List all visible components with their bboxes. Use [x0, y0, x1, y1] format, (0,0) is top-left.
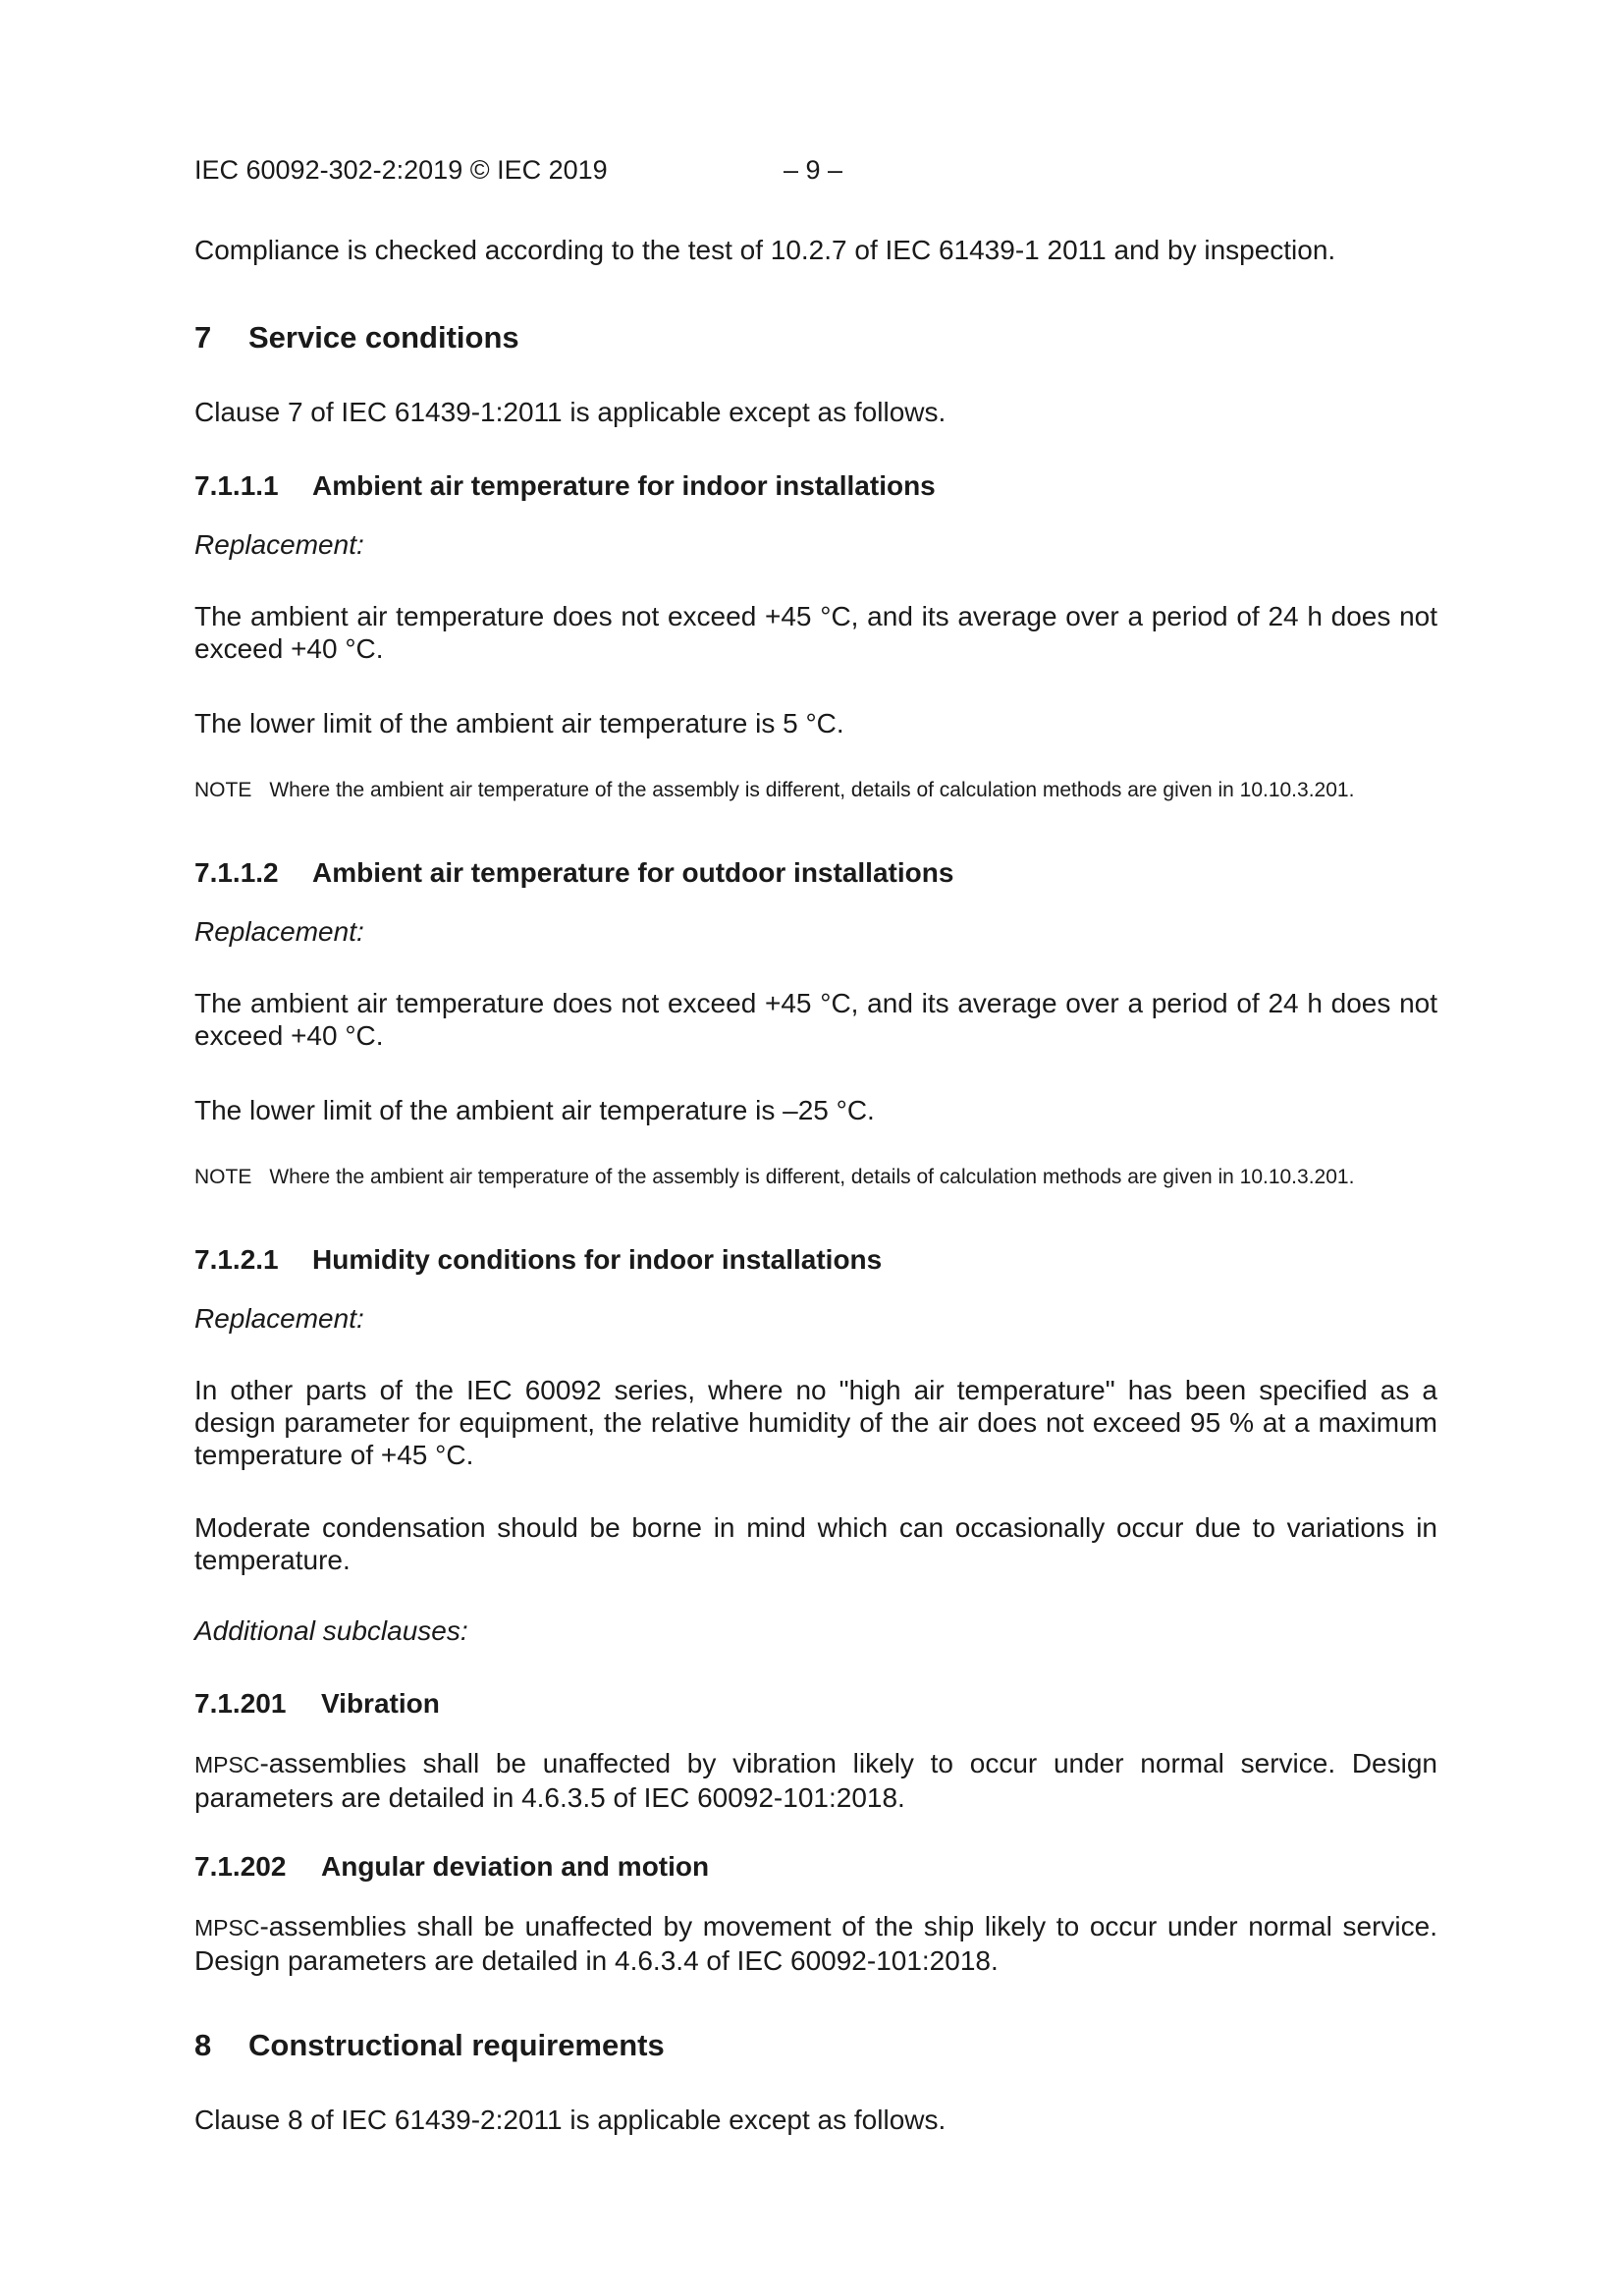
paragraph: The lower limit of the ambient air temperature is 5 °C.	[194, 708, 844, 738]
subclause-7121-heading	[194, 1244, 1437, 1276]
note	[194, 1165, 1437, 1190]
additional-subclauses-label: Additional subclauses:	[194, 1615, 468, 1646]
replacement-label: Replacement:	[194, 529, 364, 560]
subclause-number: 7.1.1.2	[194, 857, 279, 888]
section-8-intro: Clause 8 of IEC 61439-2:2011 is applicable except as follows.	[194, 2105, 947, 2135]
note-label: NOTE	[194, 1166, 252, 1188]
section-8-heading	[194, 2028, 1437, 2063]
page-header	[194, 155, 1437, 186]
subclause-number: 7.1.1.1	[194, 470, 279, 501]
subclause-number: 7.1.201	[194, 1688, 287, 1719]
subclause-number: 7.1.2.1	[194, 1244, 279, 1275]
section-number: 8	[194, 2028, 212, 2062]
paragraph: The ambient air temperature does not exceed +45 °C, and its average over a period of 24 h does not exceed +40 °C.	[194, 988, 1437, 1051]
paragraph: In other parts of the IEC 60092 series, where no "high air temperature" has been specified as a design parameter for equipment, the relative humidity of the air does not exceed 95 % at a maximum temperature of +45 °C.	[194, 1375, 1437, 1470]
subclause-title: Vibration	[321, 1688, 440, 1719]
subclause-number: 7.1.202	[194, 1851, 287, 1882]
section-title: Constructional requirements	[248, 2028, 665, 2062]
section-number: 7	[194, 320, 212, 355]
paragraph: Moderate condensation should be borne in mind which can occasionally occur due to variations in temperature.	[194, 1512, 1437, 1575]
vibration-paragraph	[194, 1747, 1437, 1814]
paragraph: The lower limit of the ambient air temperature is –25 °C.	[194, 1095, 875, 1125]
compliance-paragraph: Compliance is checked according to the test of 10.2.7 of IEC 61439-1 2011 and by inspection.	[194, 235, 1336, 265]
replacement-label: Replacement:	[194, 1303, 364, 1334]
mpsc-term: MPSC	[194, 1752, 260, 1777]
mpsc-term: MPSC	[194, 1915, 260, 1941]
replacement-label: Replacement:	[194, 916, 364, 947]
paragraph-text: -assemblies shall be unaffected by movement of the ship likely to occur under normal service. Design parameters are detailed in 4.6.3.4 of IEC 60092-101:2018.	[194, 1911, 1437, 1976]
subclause-title: Humidity conditions for indoor installations	[312, 1244, 883, 1275]
subclause-title: Ambient air temperature for outdoor installations	[312, 857, 954, 888]
section-7-intro: Clause 7 of IEC 61439-1:2011 is applicable except as follows.	[194, 397, 947, 427]
paragraph-text: -assemblies shall be unaffected by vibration likely to occur under normal service. Design parameters are detailed in 4.6.3.5 of IEC 60092-101:2018.	[194, 1748, 1437, 1813]
section-7-heading	[194, 320, 1437, 355]
page-number: – 9 –	[784, 155, 843, 185]
note-label: NOTE	[194, 779, 252, 801]
subclause-7112-heading	[194, 857, 1437, 889]
section-title: Service conditions	[248, 320, 519, 355]
angular-deviation-paragraph	[194, 1910, 1437, 1977]
subclause-71201-heading	[194, 1688, 1437, 1720]
subclause-71202-heading	[194, 1851, 1437, 1883]
document-id: IEC 60092-302-2:2019 © IEC 2019	[194, 155, 608, 185]
note	[194, 778, 1437, 803]
paragraph: The ambient air temperature does not exceed +45 °C, and its average over a period of 24 h does not exceed +40 °C.	[194, 601, 1437, 664]
note-text: Where the ambient air temperature of the assembly is different, details of calculation methods are given in 10.10.3.201.	[269, 1166, 1355, 1188]
subclause-7111-heading	[194, 470, 1437, 502]
subclause-title: Ambient air temperature for indoor installations	[312, 470, 936, 501]
note-text: Where the ambient air temperature of the assembly is different, details of calculation methods are given in 10.10.3.201.	[269, 779, 1355, 801]
subclause-title: Angular deviation and motion	[321, 1851, 710, 1882]
